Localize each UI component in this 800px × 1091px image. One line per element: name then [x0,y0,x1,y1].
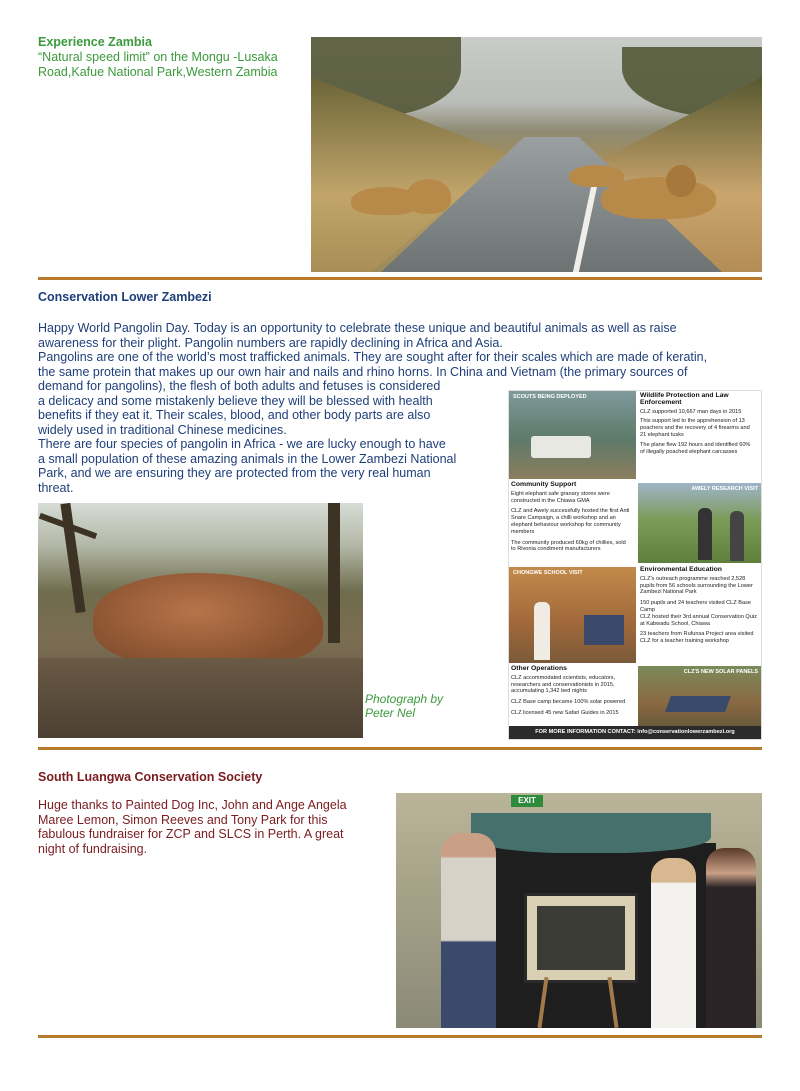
poster-block-title: Environmental Education [640,566,722,573]
poster-line: pupils from 56 schools surrounding the Lower [640,582,753,589]
section-title-experience-zambia: Experience Zambia [38,35,152,49]
poster-line: members [511,528,535,535]
poster-line: constructed in the Chiawa GMA [511,497,590,504]
poster-line: The community produced 60kg of chillies, sold [511,539,626,546]
body-line: a small population of these amazing animals in the Lower Zambezi National [38,451,457,466]
poster-line: This support led to the apprehension of 13 [640,418,745,425]
poster-line: CLZ supported 10,667 man days in 2015 [640,408,742,415]
scouts-image [509,391,636,479]
photo-credit-line: Photograph by [365,692,444,706]
section-title-south-luangwa: South Luangwa Conservation Society [38,770,263,784]
poster-line: 150 pupils and 24 teachers visited CLZ Base [640,600,752,607]
body-line: a delicacy and some mistakenly believe they will be blessed with health [38,393,433,408]
poster-line: of illegally poached elephant carcasses [640,448,738,455]
fundraiser-photo [396,793,762,1028]
body-line: night of fundraising. [38,841,148,856]
clz-info-poster [508,390,762,740]
section-divider [38,1035,762,1038]
photo-credit [365,692,443,720]
exit-sign: EXIT [511,795,543,807]
poster-line: CLZ hosted their 3rd annual Conservation Quiz [640,613,757,620]
poster-line: CLZ licensed 45 new Safari Guides in 2015 [511,709,619,716]
body-line: demand for pangolins), the flesh of both adults and fetuses is considered [38,379,441,393]
poster-line: CLZ's outreach programme reached 2,528 [640,575,746,582]
poster-footer: FOR MORE INFORMATION CONTACT: info@conservationlowerzambezi.org [509,726,761,739]
poster-line: The plane flew 192 hours and identified 60% [640,441,751,448]
poster-line: poachers and the recovery of 4 firearms and [640,425,750,432]
experience-zambia-section [38,35,308,79]
caption-line: “Natural speed limit” on the Mongu -Lusaka [38,50,278,64]
poster-image-label: AWELY RESEARCH VISIT [691,486,758,492]
poster-line: CLZ for a teacher training workshop [640,638,729,645]
poster-line: CLZ accommodated scientists, educators, [511,674,616,681]
lions-on-road-photo [311,37,762,272]
body-line: benefits if they eat it. Their scales, blood, and other body parts are also [38,408,431,422]
poster-line: to Rivonia condiment manufacturers [511,546,601,553]
poster-line: CLZ Base camp became 100% solar powered [511,699,626,706]
body-line: widely used in traditional Chinese medicines. [38,422,287,437]
poster-image-label: CHONGWE SCHOOL VISIT [513,570,583,576]
poster-block-title: Other Operations [511,665,567,672]
wildlife-protection-block [640,393,760,455]
photo-credit-line: Peter Nel [365,706,416,720]
body-line: There are four species of pangolin in Africa - we are lucky enough to have [38,437,446,451]
poster-line: at Kabwadu School, Chiawa [640,620,710,627]
other-operations-block [511,666,635,717]
poster-line: accumulating 1,342 bed nights [511,688,587,695]
body-line: Park, and we are ensuring they are protected from the very real human [38,466,431,480]
poster-line: Eight elephant safe granary stores were [511,490,610,497]
body-line: fabulous fundraiser for ZCP and SLCS in Perth. A great [38,827,344,841]
solar-panels-image [638,666,762,726]
body-line: Huge thanks to Painted Dog Inc, John and Ange Angela [38,798,347,812]
pangolin-photo [38,503,363,738]
poster-line: researchers and conservationists in 2015, [511,681,615,688]
body-line: threat. [38,480,74,495]
poster-block-title: Community Support [511,481,577,488]
body-line: Maree Lemon, Simon Reeves and Tony Park for this [38,812,328,827]
poster-line: CLZ and Awely successfully hosted the first Anti [511,508,630,515]
section-divider [38,747,762,750]
body-line: Pangolins are one of the world’s most trafficked animals. They are sought after for their scales which are made of keratin, [38,350,708,364]
section-title-conservation-lower-zambezi: Conservation Lower Zambezi [38,290,212,304]
poster-line: 23 teachers from Rufunsa Project area visited [640,631,754,638]
section-divider [38,277,762,280]
body-line: awareness for their plight. Pangolin numbers are rapidly declining in Africa and Asia. [38,335,503,350]
chongwe-school-image [509,567,636,663]
community-support-block [511,482,635,553]
poster-line: Snare Campaign, a chilli workshop and an [511,515,616,522]
south-luangwa-section [38,770,388,856]
awely-research-image [638,483,762,563]
environmental-education-block [640,567,760,645]
poster-line: 21 elephant tusks [640,431,684,438]
body-line: the same protein that makes up our own hair and nails and rhino horns. In China and Vietnam (the primary sources of [38,364,688,379]
poster-line: Zambezi National Park [640,589,697,596]
poster-line: elephant behaviour workshop for community [511,521,621,528]
poster-line: Camp [640,606,655,613]
caption-line: Road,Kafue National Park,Western Zambia [38,64,278,79]
poster-block-title: Wildlife Protection and Law Enforcement [640,392,729,406]
poster-image-label: CLZ'S NEW SOLAR PANELS [683,669,758,675]
poster-image-label: SCOUTS BEING DEPLOYED [513,394,587,400]
body-line: Happy World Pangolin Day. Today is an opportunity to celebrate these unique and beautiful animals as well as raise [38,321,677,335]
